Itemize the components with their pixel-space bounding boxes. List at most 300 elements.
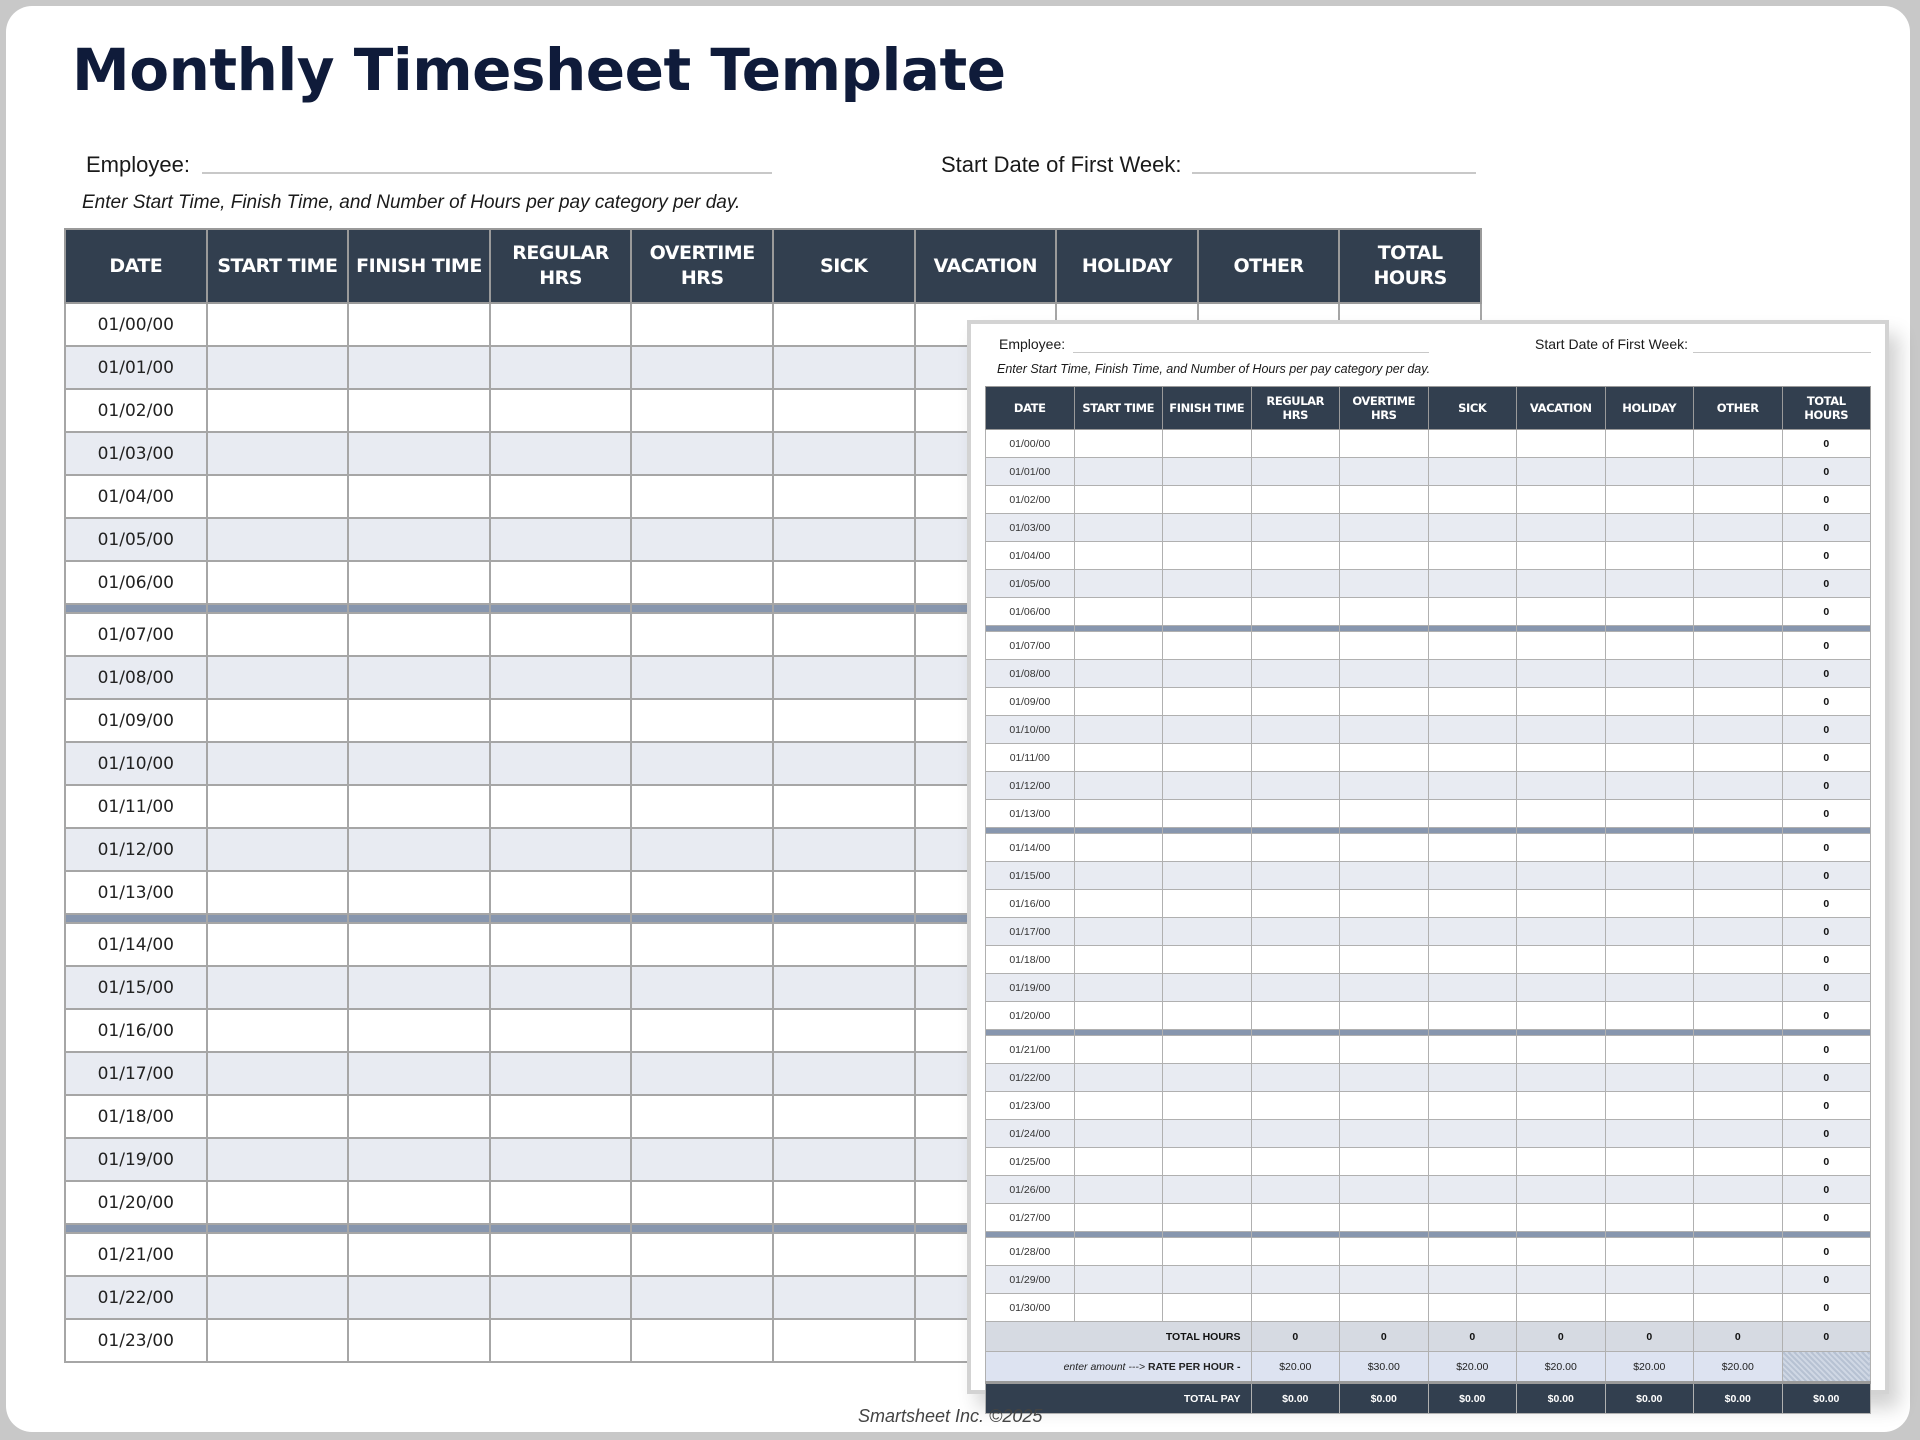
start-time-cell[interactable] <box>207 871 349 914</box>
sick-cell[interactable] <box>1428 1036 1517 1064</box>
sick-cell[interactable] <box>773 828 915 871</box>
overtime-hrs-cell[interactable] <box>1340 542 1429 570</box>
overtime-hrs-cell[interactable] <box>631 475 773 518</box>
sick-cell[interactable] <box>773 518 915 561</box>
start-time-cell[interactable] <box>1074 800 1163 828</box>
sick-cell[interactable] <box>1428 862 1517 890</box>
vacation-cell[interactable] <box>1517 1148 1606 1176</box>
overtime-hrs-cell[interactable] <box>1340 632 1429 660</box>
overtime-hrs-cell[interactable] <box>1340 1204 1429 1232</box>
start-time-cell[interactable] <box>207 1319 349 1362</box>
start-time-cell[interactable] <box>1074 514 1163 542</box>
start-time-cell[interactable] <box>207 518 349 561</box>
holiday-cell[interactable] <box>1605 542 1694 570</box>
finish-time-cell[interactable] <box>348 1095 490 1138</box>
holiday-cell[interactable] <box>1605 598 1694 626</box>
vacation-cell[interactable] <box>1517 890 1606 918</box>
other-cell[interactable] <box>1694 1266 1783 1294</box>
other-cell[interactable] <box>1694 632 1783 660</box>
other-cell[interactable] <box>1694 834 1783 862</box>
vacation-cell[interactable] <box>1517 1092 1606 1120</box>
regular-hrs-cell[interactable] <box>490 742 632 785</box>
other-cell[interactable] <box>1694 1238 1783 1266</box>
overtime-hrs-cell[interactable] <box>631 923 773 966</box>
vacation-cell[interactable] <box>1517 1294 1606 1322</box>
regular-hrs-cell[interactable] <box>1251 1148 1340 1176</box>
regular-hrs-cell[interactable] <box>490 1276 632 1319</box>
overtime-hrs-cell[interactable] <box>631 432 773 475</box>
overtime-hrs-cell[interactable] <box>631 699 773 742</box>
other-cell[interactable] <box>1694 1120 1783 1148</box>
sick-cell[interactable] <box>1428 632 1517 660</box>
vacation-cell[interactable] <box>1517 598 1606 626</box>
regular-hrs-cell[interactable] <box>1251 974 1340 1002</box>
other-cell[interactable] <box>1694 744 1783 772</box>
start-time-cell[interactable] <box>1074 918 1163 946</box>
regular-hrs-cell[interactable] <box>490 1095 632 1138</box>
vacation-cell[interactable] <box>1517 632 1606 660</box>
vacation-cell[interactable] <box>1517 772 1606 800</box>
overtime-hrs-cell[interactable] <box>1340 744 1429 772</box>
start-time-cell[interactable] <box>207 1276 349 1319</box>
overtime-hrs-cell[interactable] <box>1340 688 1429 716</box>
holiday-cell[interactable] <box>1605 918 1694 946</box>
finish-time-cell[interactable] <box>1163 1148 1252 1176</box>
regular-hrs-cell[interactable] <box>1251 1092 1340 1120</box>
sick-cell[interactable] <box>1428 430 1517 458</box>
vacation-cell[interactable] <box>1517 946 1606 974</box>
sick-cell[interactable] <box>1428 974 1517 1002</box>
vacation-cell[interactable] <box>1517 744 1606 772</box>
finish-time-cell[interactable] <box>1163 974 1252 1002</box>
vacation-cell[interactable] <box>1517 1176 1606 1204</box>
vacation-cell[interactable] <box>1517 1036 1606 1064</box>
overtime-hrs-cell[interactable] <box>1340 1148 1429 1176</box>
start-time-cell[interactable] <box>207 303 349 346</box>
regular-hrs-cell[interactable] <box>490 303 632 346</box>
other-cell[interactable] <box>1694 918 1783 946</box>
sick-cell[interactable] <box>773 1052 915 1095</box>
overtime-hrs-cell[interactable] <box>1340 862 1429 890</box>
overtime-hrs-cell[interactable] <box>1340 800 1429 828</box>
overtime-hrs-cell[interactable] <box>631 1095 773 1138</box>
finish-time-cell[interactable] <box>348 699 490 742</box>
start-time-cell[interactable] <box>207 1009 349 1052</box>
finish-time-cell[interactable] <box>1163 1238 1252 1266</box>
overtime-hrs-cell[interactable] <box>631 1009 773 1052</box>
start-time-cell[interactable] <box>207 923 349 966</box>
vacation-cell[interactable] <box>1517 542 1606 570</box>
start-time-cell[interactable] <box>1074 834 1163 862</box>
start-time-cell[interactable] <box>1074 1064 1163 1092</box>
other-cell[interactable] <box>1694 688 1783 716</box>
start-time-cell[interactable] <box>207 828 349 871</box>
finish-time-cell[interactable] <box>1163 486 1252 514</box>
finish-time-cell[interactable] <box>348 785 490 828</box>
start-time-cell[interactable] <box>1074 1238 1163 1266</box>
other-cell[interactable] <box>1694 1092 1783 1120</box>
finish-time-cell[interactable] <box>1163 542 1252 570</box>
holiday-cell[interactable] <box>1605 974 1694 1002</box>
start-time-cell[interactable] <box>1074 862 1163 890</box>
finish-time-cell[interactable] <box>1163 1002 1252 1030</box>
sick-cell[interactable] <box>773 1233 915 1276</box>
overtime-hrs-cell[interactable] <box>631 1276 773 1319</box>
start-time-cell[interactable] <box>207 561 349 604</box>
overtime-hrs-cell[interactable] <box>1340 514 1429 542</box>
start-time-cell[interactable] <box>207 742 349 785</box>
sick-cell[interactable] <box>1428 716 1517 744</box>
finish-time-cell[interactable] <box>348 1319 490 1362</box>
start-time-cell[interactable] <box>1074 890 1163 918</box>
regular-hrs-cell[interactable] <box>1251 542 1340 570</box>
finish-time-cell[interactable] <box>348 518 490 561</box>
start-time-cell[interactable] <box>1074 1092 1163 1120</box>
regular-hrs-cell[interactable] <box>1251 1294 1340 1322</box>
regular-hrs-cell[interactable] <box>1251 716 1340 744</box>
other-cell[interactable] <box>1694 598 1783 626</box>
start-date-input[interactable] <box>1192 172 1476 174</box>
sick-cell[interactable] <box>773 432 915 475</box>
inset-start-date-input[interactable] <box>1693 352 1871 353</box>
sick-cell[interactable] <box>773 561 915 604</box>
finish-time-cell[interactable] <box>1163 688 1252 716</box>
finish-time-cell[interactable] <box>348 966 490 1009</box>
holiday-cell[interactable] <box>1605 1036 1694 1064</box>
finish-time-cell[interactable] <box>1163 1294 1252 1322</box>
regular-hrs-cell[interactable] <box>490 699 632 742</box>
finish-time-cell[interactable] <box>1163 570 1252 598</box>
sick-cell[interactable] <box>1428 834 1517 862</box>
holiday-cell[interactable] <box>1605 946 1694 974</box>
sick-cell[interactable] <box>773 389 915 432</box>
start-time-cell[interactable] <box>207 1095 349 1138</box>
other-cell[interactable] <box>1694 800 1783 828</box>
overtime-hrs-cell[interactable] <box>1340 1238 1429 1266</box>
start-time-cell[interactable] <box>1074 1294 1163 1322</box>
holiday-cell[interactable] <box>1605 1238 1694 1266</box>
regular-hrs-cell[interactable] <box>1251 1238 1340 1266</box>
sick-cell[interactable] <box>1428 946 1517 974</box>
other-cell[interactable] <box>1694 946 1783 974</box>
sick-cell[interactable] <box>1428 918 1517 946</box>
holiday-cell[interactable] <box>1605 632 1694 660</box>
finish-time-cell[interactable] <box>1163 800 1252 828</box>
vacation-cell[interactable] <box>1517 862 1606 890</box>
regular-hrs-cell[interactable] <box>490 966 632 1009</box>
regular-hrs-cell[interactable] <box>1251 834 1340 862</box>
start-time-cell[interactable] <box>1074 974 1163 1002</box>
vacation-cell[interactable] <box>1517 486 1606 514</box>
sick-cell[interactable] <box>1428 890 1517 918</box>
sick-cell[interactable] <box>1428 542 1517 570</box>
holiday-cell[interactable] <box>1605 800 1694 828</box>
finish-time-cell[interactable] <box>1163 660 1252 688</box>
finish-time-cell[interactable] <box>1163 716 1252 744</box>
finish-time-cell[interactable] <box>1163 834 1252 862</box>
finish-time-cell[interactable] <box>1163 1204 1252 1232</box>
start-time-cell[interactable] <box>1074 1120 1163 1148</box>
other-cell[interactable] <box>1694 660 1783 688</box>
other-cell[interactable] <box>1694 716 1783 744</box>
other-cell[interactable] <box>1694 974 1783 1002</box>
overtime-hrs-cell[interactable] <box>1340 570 1429 598</box>
overtime-hrs-cell[interactable] <box>1340 486 1429 514</box>
other-cell[interactable] <box>1694 514 1783 542</box>
overtime-hrs-cell[interactable] <box>1340 430 1429 458</box>
regular-hrs-cell[interactable] <box>490 785 632 828</box>
regular-hrs-cell[interactable] <box>490 613 632 656</box>
regular-hrs-cell[interactable] <box>1251 570 1340 598</box>
finish-time-cell[interactable] <box>1163 632 1252 660</box>
finish-time-cell[interactable] <box>1163 772 1252 800</box>
holiday-cell[interactable] <box>1605 772 1694 800</box>
start-time-cell[interactable] <box>1074 1266 1163 1294</box>
overtime-hrs-cell[interactable] <box>631 785 773 828</box>
sick-cell[interactable] <box>1428 1294 1517 1322</box>
sick-cell[interactable] <box>1428 688 1517 716</box>
start-time-cell[interactable] <box>1074 458 1163 486</box>
regular-hrs-cell[interactable] <box>1251 598 1340 626</box>
holiday-cell[interactable] <box>1605 862 1694 890</box>
sick-cell[interactable] <box>773 966 915 1009</box>
regular-hrs-cell[interactable] <box>1251 918 1340 946</box>
sick-cell[interactable] <box>1428 1204 1517 1232</box>
finish-time-cell[interactable] <box>1163 862 1252 890</box>
overtime-hrs-cell[interactable] <box>1340 1266 1429 1294</box>
other-cell[interactable] <box>1694 542 1783 570</box>
vacation-cell[interactable] <box>1517 660 1606 688</box>
regular-hrs-cell[interactable] <box>1251 486 1340 514</box>
start-time-cell[interactable] <box>207 475 349 518</box>
overtime-hrs-cell[interactable] <box>1340 946 1429 974</box>
finish-time-cell[interactable] <box>1163 946 1252 974</box>
vacation-cell[interactable] <box>1517 514 1606 542</box>
overtime-hrs-cell[interactable] <box>1340 1002 1429 1030</box>
start-time-cell[interactable] <box>1074 744 1163 772</box>
finish-time-cell[interactable] <box>348 923 490 966</box>
regular-hrs-cell[interactable] <box>1251 744 1340 772</box>
finish-time-cell[interactable] <box>348 871 490 914</box>
finish-time-cell[interactable] <box>348 346 490 389</box>
sick-cell[interactable] <box>773 1181 915 1224</box>
finish-time-cell[interactable] <box>348 1233 490 1276</box>
employee-input[interactable] <box>202 172 772 174</box>
vacation-cell[interactable] <box>1517 1238 1606 1266</box>
regular-hrs-cell[interactable] <box>1251 1064 1340 1092</box>
other-cell[interactable] <box>1694 570 1783 598</box>
finish-time-cell[interactable] <box>1163 430 1252 458</box>
rate-input[interactable]: $20.00 <box>1517 1352 1606 1383</box>
start-time-cell[interactable] <box>207 1181 349 1224</box>
start-time-cell[interactable] <box>207 613 349 656</box>
regular-hrs-cell[interactable] <box>490 518 632 561</box>
sick-cell[interactable] <box>773 785 915 828</box>
finish-time-cell[interactable] <box>1163 1176 1252 1204</box>
overtime-hrs-cell[interactable] <box>631 656 773 699</box>
start-time-cell[interactable] <box>207 389 349 432</box>
regular-hrs-cell[interactable] <box>490 1319 632 1362</box>
start-time-cell[interactable] <box>207 1233 349 1276</box>
finish-time-cell[interactable] <box>1163 890 1252 918</box>
vacation-cell[interactable] <box>1517 430 1606 458</box>
overtime-hrs-cell[interactable] <box>631 1138 773 1181</box>
start-time-cell[interactable] <box>1074 1002 1163 1030</box>
sick-cell[interactable] <box>773 1009 915 1052</box>
start-time-cell[interactable] <box>1074 1204 1163 1232</box>
start-time-cell[interactable] <box>1074 486 1163 514</box>
overtime-hrs-cell[interactable] <box>1340 716 1429 744</box>
regular-hrs-cell[interactable] <box>1251 1002 1340 1030</box>
holiday-cell[interactable] <box>1605 486 1694 514</box>
overtime-hrs-cell[interactable] <box>631 303 773 346</box>
sick-cell[interactable] <box>773 1138 915 1181</box>
finish-time-cell[interactable] <box>1163 918 1252 946</box>
finish-time-cell[interactable] <box>348 1052 490 1095</box>
start-time-cell[interactable] <box>207 346 349 389</box>
overtime-hrs-cell[interactable] <box>631 518 773 561</box>
other-cell[interactable] <box>1694 1204 1783 1232</box>
regular-hrs-cell[interactable] <box>490 923 632 966</box>
overtime-hrs-cell[interactable] <box>1340 1120 1429 1148</box>
regular-hrs-cell[interactable] <box>1251 772 1340 800</box>
finish-time-cell[interactable] <box>348 475 490 518</box>
overtime-hrs-cell[interactable] <box>631 1052 773 1095</box>
other-cell[interactable] <box>1694 772 1783 800</box>
overtime-hrs-cell[interactable] <box>631 742 773 785</box>
other-cell[interactable] <box>1694 458 1783 486</box>
finish-time-cell[interactable] <box>1163 1120 1252 1148</box>
other-cell[interactable] <box>1694 430 1783 458</box>
holiday-cell[interactable] <box>1605 514 1694 542</box>
overtime-hrs-cell[interactable] <box>1340 598 1429 626</box>
holiday-cell[interactable] <box>1605 660 1694 688</box>
overtime-hrs-cell[interactable] <box>1340 660 1429 688</box>
start-time-cell[interactable] <box>1074 632 1163 660</box>
finish-time-cell[interactable] <box>348 1138 490 1181</box>
holiday-cell[interactable] <box>1605 834 1694 862</box>
other-cell[interactable] <box>1694 1036 1783 1064</box>
finish-time-cell[interactable] <box>1163 744 1252 772</box>
other-cell[interactable] <box>1694 1064 1783 1092</box>
sick-cell[interactable] <box>1428 1120 1517 1148</box>
sick-cell[interactable] <box>773 613 915 656</box>
sick-cell[interactable] <box>1428 1092 1517 1120</box>
finish-time-cell[interactable] <box>348 389 490 432</box>
start-time-cell[interactable] <box>207 656 349 699</box>
overtime-hrs-cell[interactable] <box>1340 1176 1429 1204</box>
regular-hrs-cell[interactable] <box>1251 1266 1340 1294</box>
vacation-cell[interactable] <box>1517 570 1606 598</box>
sick-cell[interactable] <box>1428 1238 1517 1266</box>
start-time-cell[interactable] <box>1074 430 1163 458</box>
other-cell[interactable] <box>1694 486 1783 514</box>
sick-cell[interactable] <box>773 923 915 966</box>
regular-hrs-cell[interactable] <box>490 561 632 604</box>
regular-hrs-cell[interactable] <box>1251 946 1340 974</box>
regular-hrs-cell[interactable] <box>1251 1176 1340 1204</box>
finish-time-cell[interactable] <box>348 613 490 656</box>
inset-employee-input[interactable] <box>1073 352 1429 353</box>
regular-hrs-cell[interactable] <box>1251 1204 1340 1232</box>
holiday-cell[interactable] <box>1605 430 1694 458</box>
start-time-cell[interactable] <box>1074 716 1163 744</box>
overtime-hrs-cell[interactable] <box>1340 1092 1429 1120</box>
rate-input[interactable]: $20.00 <box>1605 1352 1694 1383</box>
sick-cell[interactable] <box>1428 660 1517 688</box>
start-time-cell[interactable] <box>1074 660 1163 688</box>
holiday-cell[interactable] <box>1605 570 1694 598</box>
sick-cell[interactable] <box>1428 800 1517 828</box>
sick-cell[interactable] <box>1428 744 1517 772</box>
regular-hrs-cell[interactable] <box>1251 688 1340 716</box>
regular-hrs-cell[interactable] <box>490 1052 632 1095</box>
finish-time-cell[interactable] <box>348 742 490 785</box>
holiday-cell[interactable] <box>1605 1092 1694 1120</box>
regular-hrs-cell[interactable] <box>490 871 632 914</box>
regular-hrs-cell[interactable] <box>490 475 632 518</box>
vacation-cell[interactable] <box>1517 918 1606 946</box>
sick-cell[interactable] <box>773 656 915 699</box>
vacation-cell[interactable] <box>1517 688 1606 716</box>
start-time-cell[interactable] <box>207 1138 349 1181</box>
sick-cell[interactable] <box>773 303 915 346</box>
finish-time-cell[interactable] <box>348 828 490 871</box>
sick-cell[interactable] <box>1428 458 1517 486</box>
finish-time-cell[interactable] <box>1163 1266 1252 1294</box>
start-time-cell[interactable] <box>1074 542 1163 570</box>
start-time-cell[interactable] <box>1074 772 1163 800</box>
holiday-cell[interactable] <box>1605 1294 1694 1322</box>
holiday-cell[interactable] <box>1605 890 1694 918</box>
regular-hrs-cell[interactable] <box>490 1138 632 1181</box>
start-time-cell[interactable] <box>1074 598 1163 626</box>
holiday-cell[interactable] <box>1605 458 1694 486</box>
overtime-hrs-cell[interactable] <box>631 561 773 604</box>
sick-cell[interactable] <box>1428 1064 1517 1092</box>
finish-time-cell[interactable] <box>1163 1064 1252 1092</box>
overtime-hrs-cell[interactable] <box>631 613 773 656</box>
sick-cell[interactable] <box>1428 1148 1517 1176</box>
start-time-cell[interactable] <box>207 432 349 475</box>
overtime-hrs-cell[interactable] <box>1340 918 1429 946</box>
other-cell[interactable] <box>1694 890 1783 918</box>
vacation-cell[interactable] <box>1517 1064 1606 1092</box>
vacation-cell[interactable] <box>1517 716 1606 744</box>
finish-time-cell[interactable] <box>1163 1092 1252 1120</box>
holiday-cell[interactable] <box>1605 1204 1694 1232</box>
rate-input[interactable]: $30.00 <box>1340 1352 1429 1383</box>
regular-hrs-cell[interactable] <box>1251 890 1340 918</box>
sick-cell[interactable] <box>773 1319 915 1362</box>
overtime-hrs-cell[interactable] <box>631 1319 773 1362</box>
overtime-hrs-cell[interactable] <box>631 966 773 1009</box>
start-time-cell[interactable] <box>1074 1176 1163 1204</box>
other-cell[interactable] <box>1694 1176 1783 1204</box>
overtime-hrs-cell[interactable] <box>631 871 773 914</box>
sick-cell[interactable] <box>773 699 915 742</box>
other-cell[interactable] <box>1694 1002 1783 1030</box>
overtime-hrs-cell[interactable] <box>631 389 773 432</box>
regular-hrs-cell[interactable] <box>1251 862 1340 890</box>
regular-hrs-cell[interactable] <box>1251 660 1340 688</box>
overtime-hrs-cell[interactable] <box>631 346 773 389</box>
sick-cell[interactable] <box>773 1095 915 1138</box>
holiday-cell[interactable] <box>1605 716 1694 744</box>
finish-time-cell[interactable] <box>1163 514 1252 542</box>
finish-time-cell[interactable] <box>348 432 490 475</box>
regular-hrs-cell[interactable] <box>1251 1036 1340 1064</box>
